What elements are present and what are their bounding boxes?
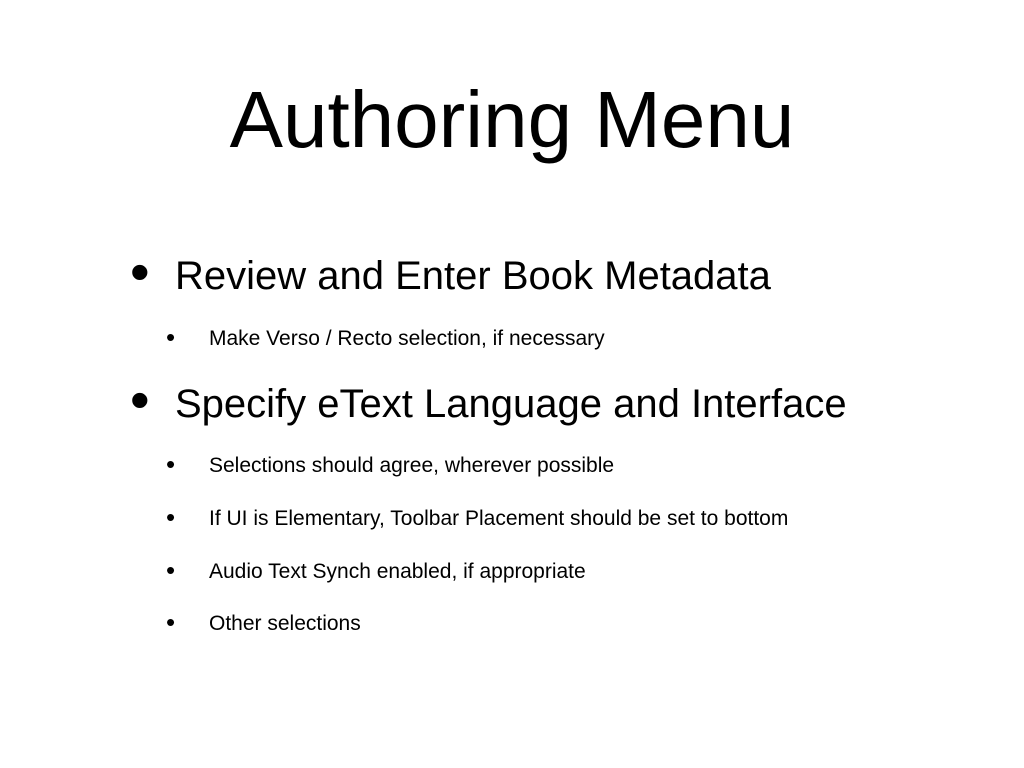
sub-bullet-dot-icon: • [166,555,176,585]
sub-bullet-dot-icon: • [166,502,176,532]
sub-bullet-dot-icon: • [166,449,176,479]
slide-title: Authoring Menu [229,75,795,164]
bullet-dot-icon: • [130,240,150,303]
sub-bullet-text: If UI is Elementary, Toolbar Placement should be set to bottom [209,507,789,530]
sub-bullet-text: Audio Text Synch enabled, if appropriate [209,560,586,583]
sub-bullet-text: Other selections [209,612,361,635]
sub-bullet-text: Selections should agree, wherever possible [209,454,615,477]
bullet-text: Specify eText Language and Interface [175,382,847,426]
bullet-text: Review and Enter Book Metadata [175,254,771,298]
bullet-dot-icon: • [130,368,150,431]
sub-bullet-text: Make Verso / Recto selection, if necessary [209,327,605,350]
sub-bullet-dot-icon: • [166,322,176,352]
sub-bullet-dot-icon: • [166,607,176,637]
